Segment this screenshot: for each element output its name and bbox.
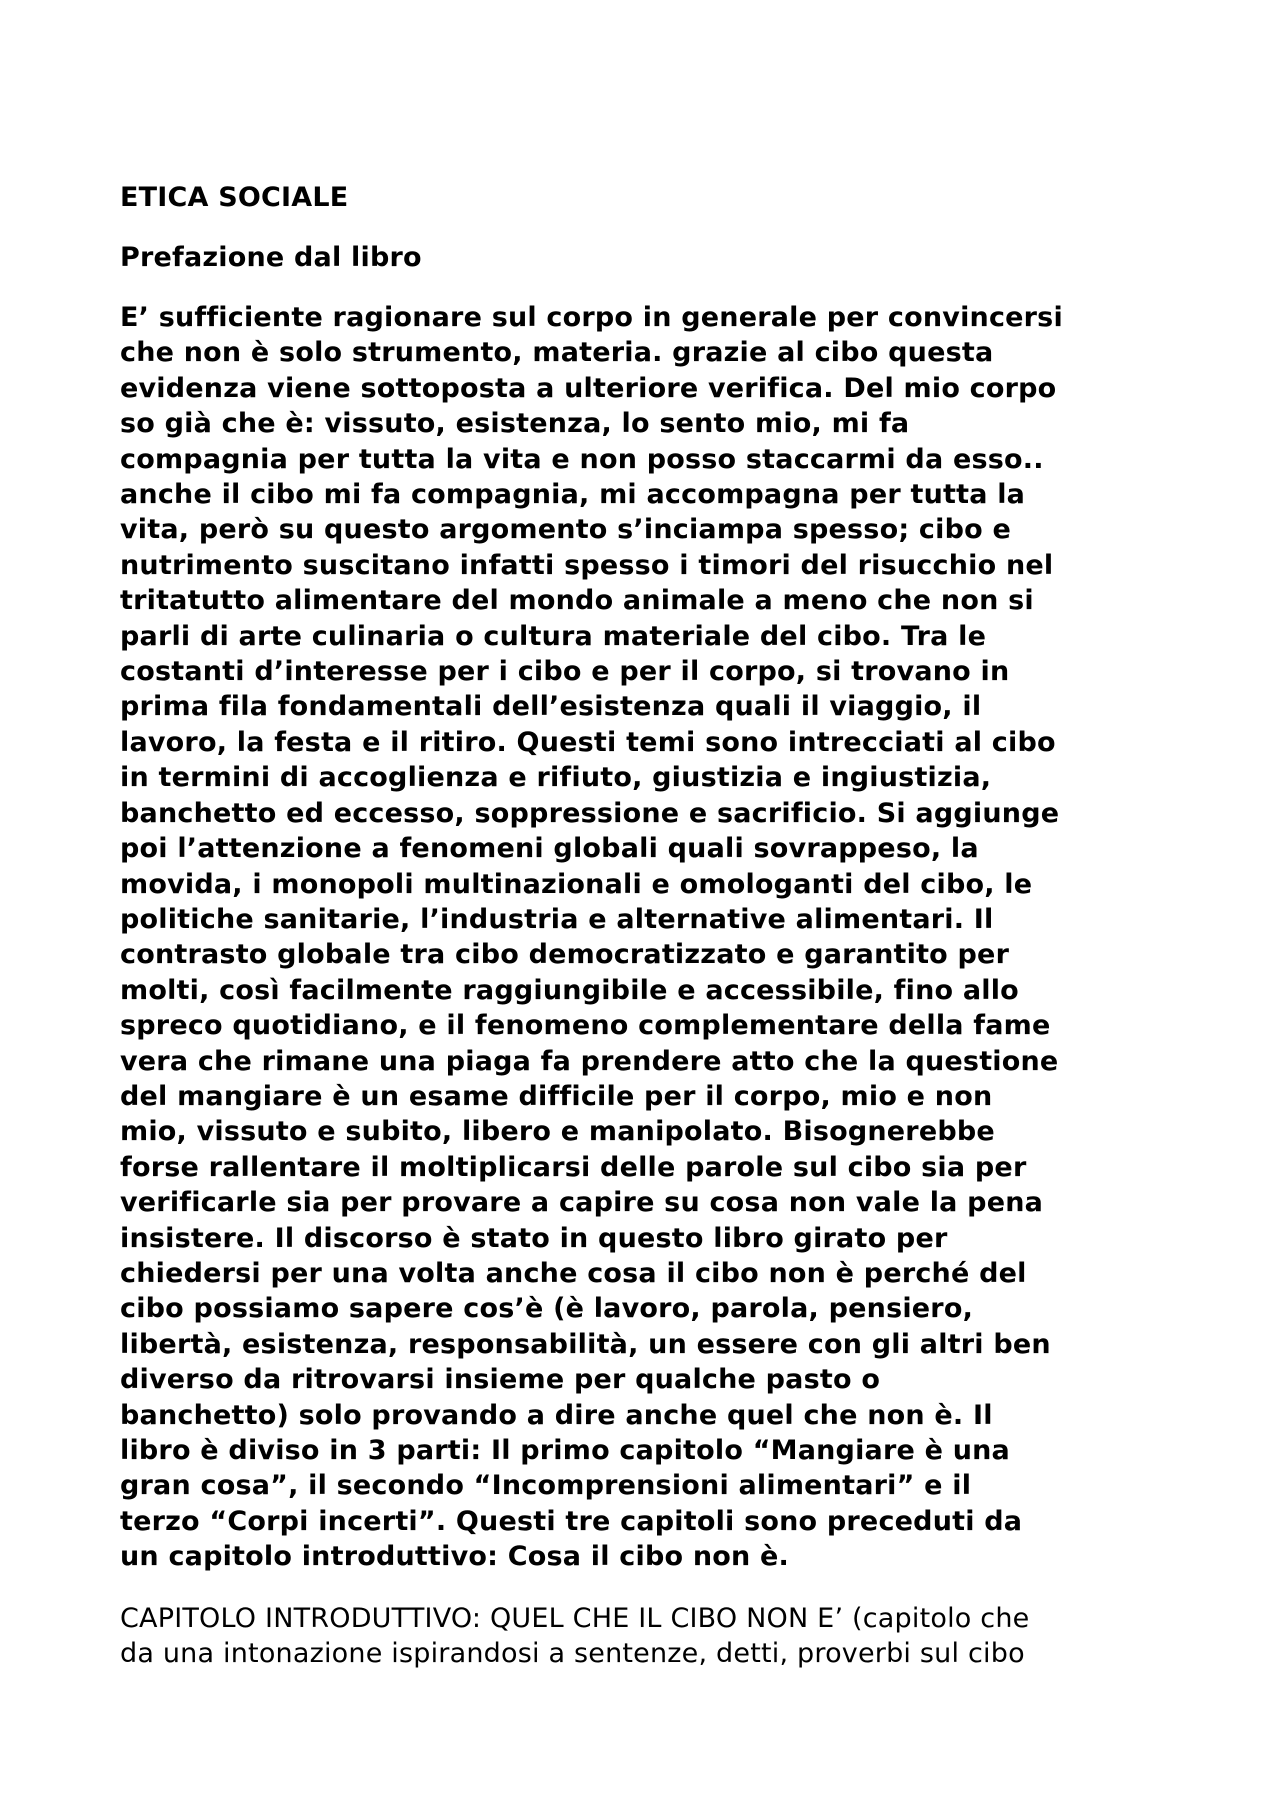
document-title: ETICA SOCIALE (120, 182, 349, 213)
preface-line: libro è diviso in 3 parti: Il primo capitolo “Mangiare è una (120, 1435, 1010, 1466)
preface-line: chiedersi per una volta anche cosa il cibo non è perché del (120, 1257, 1027, 1289)
preface-line: banchetto) solo provando a dire anche quel che non è. Il (120, 1399, 993, 1431)
preface-line: contrasto globale tra cibo democratizzato e garantito per (120, 939, 1010, 971)
preface-line: costanti d’interesse per i cibo e per il corpo, si trovano in (120, 656, 1010, 688)
preface-line: compagnia per tutta la vita e non posso staccarmi da esso.. (120, 443, 1044, 475)
preface-line: tritatutto alimentare del mondo animale a meno che non si (120, 585, 1034, 617)
preface-line: vera che rimane una piaga fa prendere atto che la questione (120, 1045, 1059, 1077)
preface-line: in termini di accoglienza e rifiuto, giustizia e ingiustizia, (120, 762, 992, 794)
chapter-line: CAPITOLO INTRODUTTIVO: QUEL CHE IL CIBO NON E’ (capitolo che (120, 1602, 1030, 1634)
preface-line: libertà, esistenza, responsabilità, un essere con gli altri ben (120, 1328, 1051, 1360)
preface-line: anche il cibo mi fa compagnia, mi accompagna per tutta la (120, 479, 1026, 511)
preface-line: cibo possiamo sapere cos’è (è lavoro, parola, pensiero, (120, 1293, 974, 1325)
preface-line: so già che è: vissuto, esistenza, lo sento mio, mi fa (120, 408, 910, 440)
chapter-line: da una intonazione ispirandosi a sentenze, detti, proverbi sul cibo (120, 1638, 1025, 1670)
preface-line: mio, vissuto e subito, libero e manipolato. Bisognerebbe (120, 1116, 995, 1148)
preface-line: poi l’attenzione a fenomeni globali quali sovrappeso, la (120, 833, 979, 865)
preface-line: gran cosa”, il secondo “Incomprensioni alimentari” e il (120, 1470, 972, 1502)
preface-line: un capitolo introduttivo: Cosa il cibo non è. (120, 1541, 789, 1573)
preface-line: verificarle sia per provare a capire su cosa non vale la pena (120, 1187, 1044, 1219)
preface-line: nutrimento suscitano infatti spesso i timori del risucchio nel (120, 549, 1054, 581)
preface-line: che non è solo strumento, materia. grazie al cibo questa (120, 337, 994, 369)
preface-line: banchetto ed eccesso, soppressione e sacrificio. Si aggiunge (120, 797, 1060, 829)
preface-line: parli di arte culinaria o cultura materiale del cibo. Tra le (120, 620, 987, 652)
preface-paragraph (120, 300, 1180, 1575)
preface-line: del mangiare è un esame difficile per il corpo, mio e non (120, 1080, 993, 1112)
preface-line: movida, i monopoli multinazionali e omologanti del cibo, le (120, 868, 1033, 900)
preface-line: E’ sufficiente ragionare sul corpo in generale per convincersi (120, 302, 1063, 333)
preface-line: lavoro, la festa e il ritiro. Questi temi sono intrecciati al cibo (120, 726, 1056, 758)
document-subtitle: Prefazione dal libro (120, 242, 422, 273)
preface-line: forse rallentare il moltiplicarsi delle parole sul cibo sia per (120, 1151, 1027, 1183)
preface-line: molti, così facilmente raggiungibile e accessibile, fino allo (120, 974, 1019, 1006)
preface-line: vita, però su questo argomento s’inciampa spesso; cibo e (120, 514, 1011, 546)
chapter-intro-paragraph (120, 1601, 1180, 1672)
document-content (120, 180, 1180, 1671)
preface-line: evidenza viene sottoposta a ulteriore verifica. Del mio corpo (120, 372, 1057, 404)
preface-line: diverso da ritrovarsi insieme per qualche pasto o (120, 1364, 881, 1396)
preface-line: spreco quotidiano, e il fenomeno complementare della fame (120, 1010, 1051, 1042)
preface-line: politiche sanitarie, l’industria e alternative alimentari. Il (120, 903, 994, 935)
preface-line: terzo “Corpi incerti”. Questi tre capitoli sono preceduti da (120, 1505, 1023, 1537)
preface-line: insistere. Il discorso è stato in questo libro girato per (120, 1222, 948, 1254)
preface-line: prima fila fondamentali dell’esistenza quali il viaggio, il (120, 691, 982, 723)
